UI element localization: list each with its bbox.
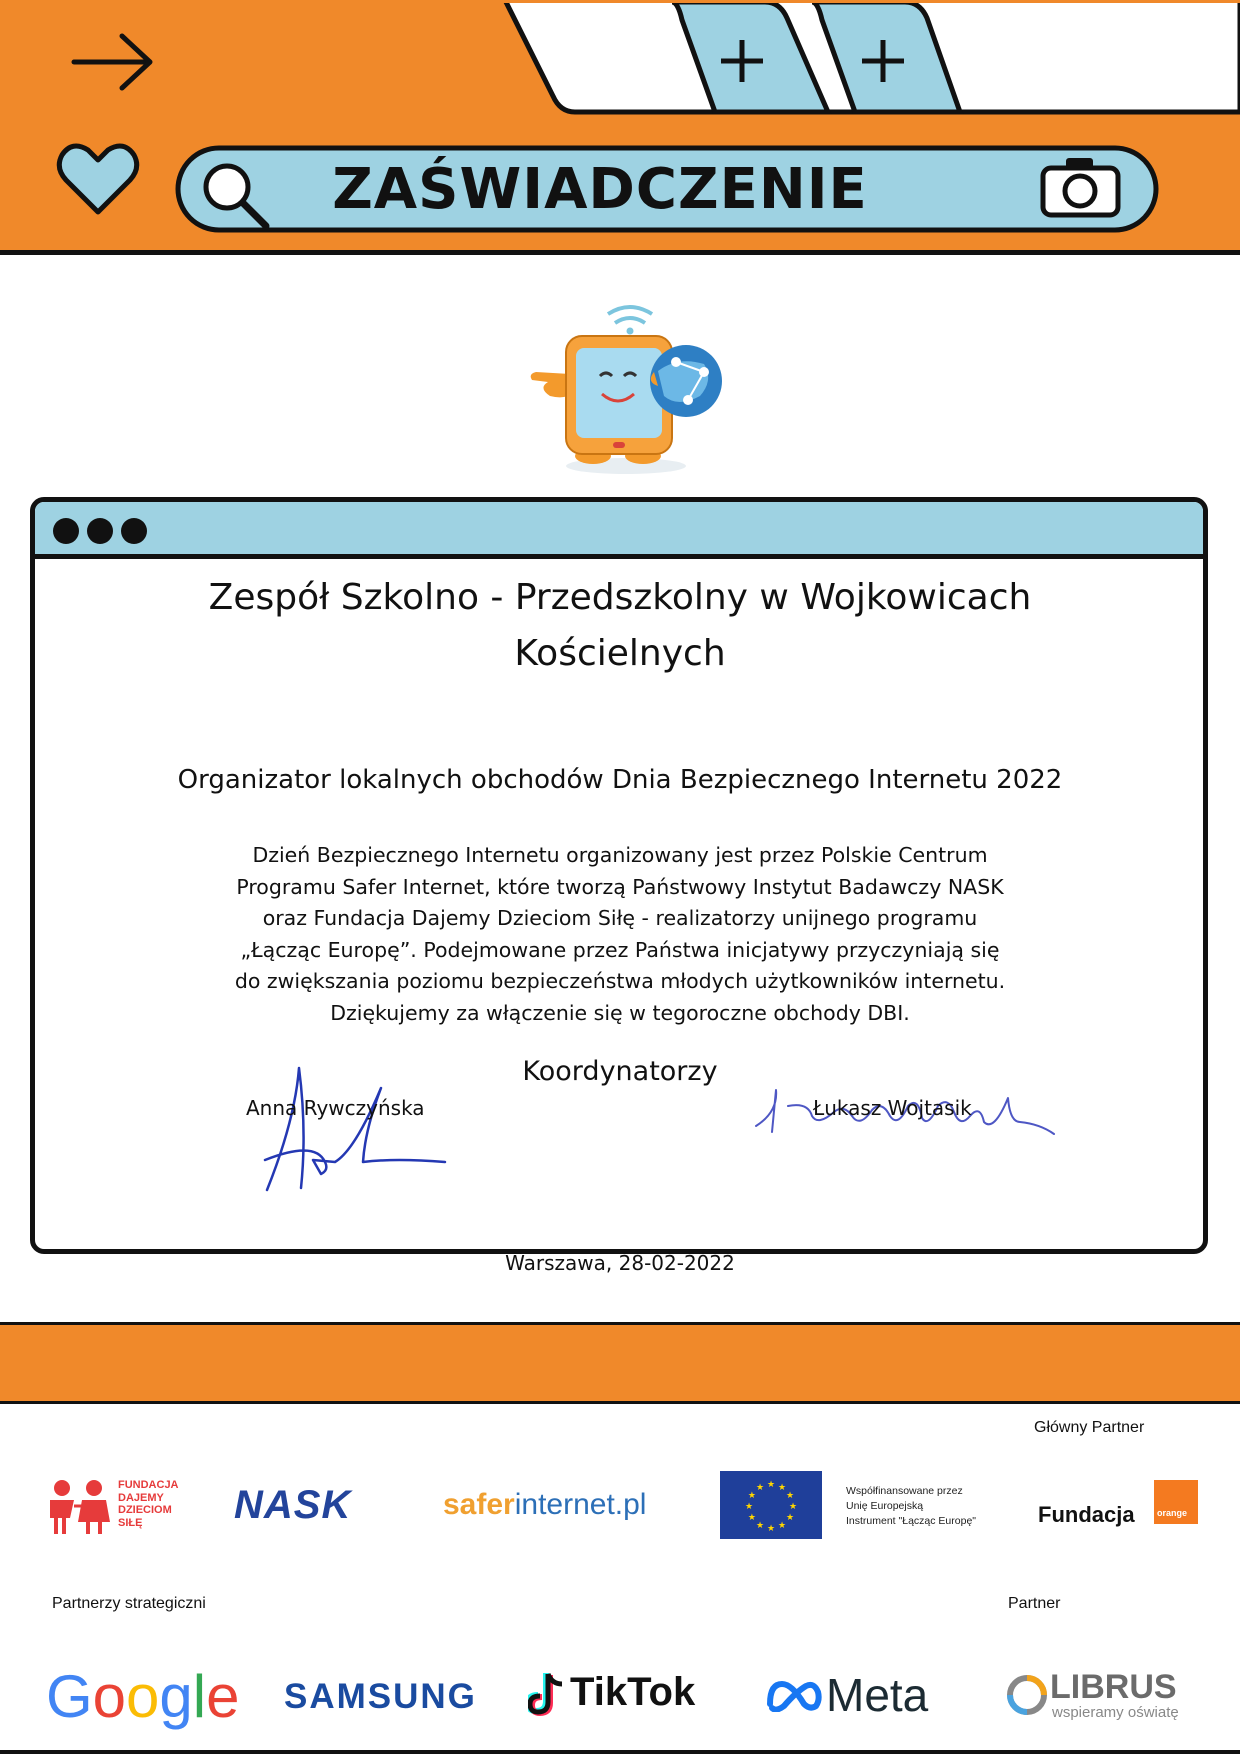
eu-star-icon: ★ [747,1491,756,1501]
eu-star-icon: ★ [786,1513,795,1523]
google-letter: l [192,1663,207,1730]
eu-star-icon: ★ [766,1524,776,1534]
body-line: do zwiększania poziomu bezpieczeństwa młodych użytkowników internetu. [234,969,1006,993]
fdds-logo [44,1476,194,1536]
school-name-line: Zespół Szkolno - Przedszkolny w Wojkowicach [208,577,1032,618]
main-partner-label: Główny Partner [1034,1419,1145,1436]
google-logo-text [46,1663,240,1730]
coordinator-left-name: Anna Rywczyńska [246,1096,425,1120]
window-dot [121,518,147,544]
eu-star-icon: ★ [747,1513,756,1523]
place-date: Warszawa, 28-02-2022 [505,1251,735,1275]
certificate-body [200,840,1040,1029]
body-line: oraz Fundacja Dajemy Dzieciom Siłę - realizatorzy unijnego programu [262,906,978,930]
google-letter: o [126,1663,160,1730]
children-figures-icon [44,1478,116,1534]
eu-star-icon: ★ [744,1502,754,1512]
samsung-logo: SAMSUNG [284,1677,477,1716]
body-line: Programu Safer Internet, które tworzą Państwowy Instytut Badawczy NASK [236,874,1004,899]
saferinternet-logo-part: internet.pl [514,1488,647,1521]
window-title-bar [35,502,1203,559]
footer-orange-strip [0,1322,1240,1404]
tiktok-note-icon [528,1672,564,1716]
fdds-logo-line: SIŁĘ [118,1516,143,1529]
fundacja-text: Fundacja [1038,1502,1135,1527]
fdds-logo-line: DZIECIOM [118,1504,172,1516]
bottom-border [0,1750,1240,1754]
camera-icon[interactable] [1043,158,1118,215]
window-dot [53,518,79,544]
eu-cofinancing-note [846,1484,976,1529]
eu-note-line: Unię Europejską [846,1500,924,1512]
school-name [0,570,1240,682]
strategic-partners-label: Partnerzy strategiczni [52,1595,206,1612]
eu-note-line: Współfinansowane przez [846,1485,963,1497]
librus-logo [1006,1668,1206,1728]
body-line: „Łącząc Europę”. Podejmowane przez Państwa inicjatywy przyczyniają się [240,937,1000,962]
eu-star-icon: ★ [755,1521,765,1532]
meta-logo [766,1668,956,1724]
smartphone-mascot-icon [518,296,728,478]
google-logo [46,1662,240,1731]
orange-square-icon [1154,1480,1198,1524]
partner-label: Partner [1008,1595,1061,1612]
coordinator-right-name: Łukasz Wojtasik [813,1096,972,1120]
document-title: ZAŚWIADCZENIE [332,157,868,222]
fdds-logo-line: FUNDACJA [118,1479,179,1491]
google-letter: g [159,1663,193,1730]
eu-star-icon: ★ [755,1482,765,1493]
tiktok-text: TikTok [570,1670,696,1714]
tiktok-logo [528,1668,718,1724]
librus-circle-icon [1006,1674,1048,1716]
eu-star-icon: ★ [766,1480,776,1490]
body-line: Dziękujemy za włączenie się w tegoroczne obchody DBI. [330,1000,910,1025]
saferinternet-logo [443,1488,646,1522]
google-letter: o [92,1663,127,1730]
meta-infinity-icon [766,1678,822,1712]
orange-box-text: orange [1157,1508,1188,1518]
eu-star-icon: ★ [788,1502,798,1512]
google-letter: G [46,1663,93,1730]
eu-star-icon: ★ [777,1482,787,1493]
google-letter: e [206,1663,240,1730]
eu-star-icon: ★ [786,1491,795,1501]
eu-flag-icon [720,1471,822,1539]
orange-fundacja-logo [1038,1478,1198,1530]
window-dot [87,518,113,544]
saferinternet-logo-part: safer [443,1488,515,1521]
meta-text: Meta [826,1669,929,1721]
signature-left [255,1060,455,1195]
librus-tagline: wspieramy oświatę [1052,1704,1179,1721]
eu-note-line: Instrument "Łącząc Europę" [846,1515,977,1527]
librus-text: LIBRUS [1050,1668,1177,1706]
body-line: Dzień Bezpiecznego Internetu organizowany jest przez Polskie Centrum [252,843,988,867]
nask-logo: NASK [234,1483,352,1527]
eu-star-icon: ★ [777,1521,787,1532]
coordinators-heading: Koordynatorzy [522,1056,718,1087]
school-name-line: Kościelnych [514,633,726,674]
fdds-logo-line: DAJEMY [118,1491,164,1504]
award-role: Organizator lokalnych obchodów Dnia Bezpiecznego Internetu 2022 [177,765,1063,795]
